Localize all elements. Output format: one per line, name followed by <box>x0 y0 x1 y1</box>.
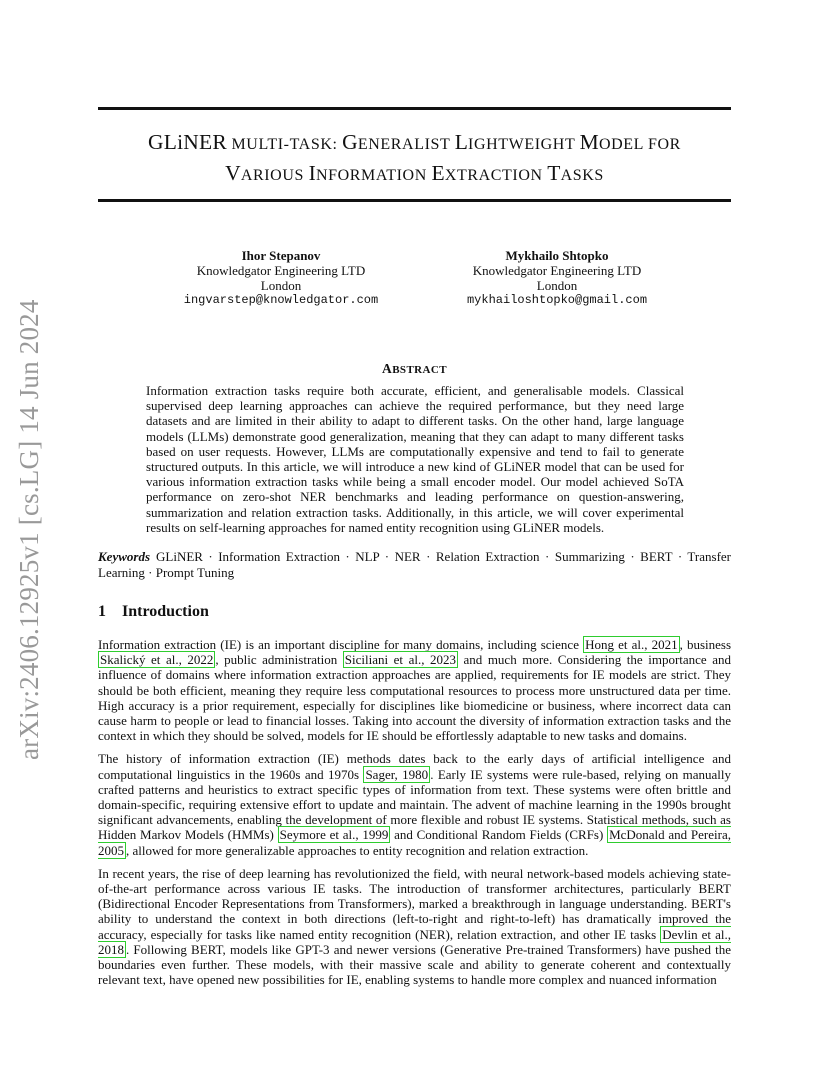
citation-link[interactable]: McDonald and Pereira, 2005 <box>98 827 731 858</box>
abstract-heading-rest: BSTRACT <box>392 364 447 376</box>
title-word: I <box>308 161 316 185</box>
author-name: Ihor Stepanov <box>241 248 321 263</box>
author-affiliation: Knowledgator Engineering LTD <box>196 263 366 278</box>
title-word: ASKS <box>560 167 604 184</box>
citation-link[interactable]: Skalický et al., 2022 <box>100 652 214 668</box>
paragraph <box>98 751 731 857</box>
paragraph-text: The history of information extraction (IE) methods dates back to the early days of artificial intelligence and computational linguistics in the 1960s and 1970s <box>98 751 731 782</box>
abstract-text: Information extraction tasks require both accurate, efficient, and generalisable models. Classical supervised deep learning approaches can achieve the required performance, but they need large datasets and are limited in their ability to adapt to different tasks. On the other hand, large language models (LLMs) demonstrate good generalization, meaning that they can adapt to many different tasks based on user requests. However, LLMs are computationally expensive and tend to fail to generate structured outputs. In this article, we will introduce a new kind of GLiNER model that can be used for various information extraction tasks while being a small encoder model. Our model achieved SoTA performance on zero-shot NER benchmarks and leading performance on question-answering, summarization and relation extraction tasks. Additionally, in this article, we will cover experimental results on self-learning approaches for named entity recognition using GLiNER models. <box>146 383 684 535</box>
title-bottom-rule <box>98 199 731 202</box>
paragraph-text: , public administration <box>215 652 343 668</box>
title-word: NFORMATION <box>315 167 432 184</box>
paragraph-text: and Conditional Random Fields (CRFs) <box>390 827 608 843</box>
section-number: 1 <box>98 603 106 620</box>
citation-link[interactable]: Sager, 1980 <box>365 766 429 782</box>
citation-link[interactable]: Hong et al., 2021 <box>585 637 678 652</box>
citation-link[interactable]: Seymore et al., 1999 <box>279 827 389 843</box>
title-top-rule <box>98 107 731 110</box>
title-word: M <box>579 130 599 154</box>
title-word: T <box>547 161 561 185</box>
paragraph-text: and much more. Considering the importance and influence of domains where information extraction approaches are applied, requirements for IE models are strict. They should be both efficient, meaning they require less computational resources to process more unstructured data per time. High accuracy is a prior requirement, especially for disciplines like biomedicine or business, where incorrect data can cause harm to people or lead to financial losses. Taking into account the diversity of information extraction tasks and the context in which they should be solved, models for IE should be effortlessly adaptable to new tasks and domains. <box>98 652 731 744</box>
author-block <box>172 248 390 308</box>
abstract-heading <box>98 361 731 377</box>
title-word: G <box>342 130 358 154</box>
author-city: London <box>260 278 302 293</box>
title-line-2 <box>98 159 731 190</box>
abstract-heading-initial: A <box>382 361 393 376</box>
title-word: XTRACTION <box>444 167 548 184</box>
paragraph-text: . Early IE systems were rule-based, relying on manually crafted patterns and heuristics to extract specific types of information from text. These systems were often brittle and domain-specific, requiring extensive effort to update and maintain. The advent of machine learning in the 1990s brought significant advancements, enabling the development of more flexible and robust IE systems. Statistical methods, such as Hidden Markov Models (HMMs) <box>98 766 732 843</box>
section-body <box>98 637 731 995</box>
paragraph-text: Information extraction (IE) is an important discipline for many domains, including science <box>98 637 584 652</box>
title-word: ENERALIST <box>357 136 455 153</box>
title-word: IGHTWEIGHT <box>468 136 580 153</box>
author-name: Mykhailo Shtopko <box>505 248 609 263</box>
keywords-label: Keywords <box>98 549 150 564</box>
paragraph-text: In recent years, the rise of deep learning has revolutionized the field, with neural network-based models achieving state-of-the-art performance across various IE tasks. The introduction of transformer architectures, particularly BERT (Bidirectional Encoder Representations from Transformers), marked a breakthrough in language understanding. BERT's ability to understand the context in both directions (left-to-right and right-to-left) has dramatically improved the accuracy, especially for tasks like named entity recognition (NER), relation extraction, and other IE tasks <box>98 865 731 942</box>
title-word: L <box>454 130 469 154</box>
paragraph <box>98 866 731 988</box>
section-heading <box>98 603 209 621</box>
author-email[interactable]: mykhailoshtopko@gmail.com <box>466 293 648 307</box>
keywords-list: GLiNER · Information Extraction · NLP · NER · Relation Extraction · Summarizing · BERT · Transfer Learning · Prompt Tuning <box>98 549 731 580</box>
author-block <box>452 248 662 308</box>
paper-title <box>98 128 731 190</box>
keywords <box>98 549 731 580</box>
paragraph <box>98 637 731 743</box>
title-line-1 <box>98 128 731 159</box>
title-word: MULTI-TASK: <box>226 136 343 153</box>
citation-link[interactable]: Devlin et al., 2018 <box>98 926 731 957</box>
author-city: London <box>536 278 578 293</box>
author-affiliation: Knowledgator Engineering LTD <box>472 263 642 278</box>
title-word: E <box>431 161 445 185</box>
title-word: GLiNER <box>148 130 227 154</box>
citation-link[interactable]: Siciliani et al., 2023 <box>344 652 456 668</box>
author-email[interactable]: ingvarstep@knowledgator.com <box>183 293 379 307</box>
section-title: Introduction <box>122 603 209 620</box>
paragraph-text: , business <box>679 637 731 652</box>
paragraph-text: , allowed for more generalizable approaches to entity recognition and relation extraction. <box>126 842 589 858</box>
title-word: ARIOUS <box>240 167 309 184</box>
title-word: ODEL FOR <box>598 136 681 153</box>
paragraph-text: . Following BERT, models like GPT-3 and newer versions (Generative Pre-trained Transformers) have pushed the boundaries even further. These models, with their massive scale and ability to generate coherent and contextually relevant text, have opened new possibilities for IE, enabling systems to handle more complex and nuanced information <box>98 941 731 988</box>
title-word: V <box>225 161 241 185</box>
arxiv-identifier: arXiv:2406.12925v1 [cs.LG] 14 Jun 2024 <box>14 299 44 760</box>
